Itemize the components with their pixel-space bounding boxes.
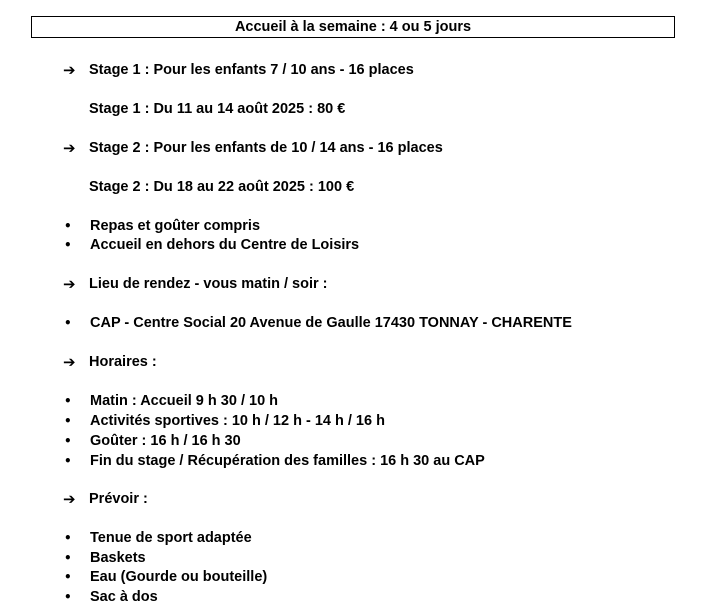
- list-item: [63, 451, 485, 471]
- bullet-icon: •: [64, 454, 72, 468]
- stage-2-audience-line: [63, 138, 443, 158]
- list-item: [63, 411, 385, 431]
- line-text: Matin : Accueil 9 h 30 / 10 h: [90, 393, 279, 409]
- list-item: [63, 431, 241, 451]
- bullet-icon: •: [64, 590, 72, 604]
- bullet-icon: •: [64, 414, 72, 428]
- stage-1-dates-line: [63, 99, 345, 119]
- arrow-icon: ➔: [63, 275, 76, 293]
- list-item: [63, 216, 260, 236]
- line-text: Eau (Gourde ou bouteille): [90, 569, 268, 585]
- arrow-icon: ➔: [63, 490, 76, 508]
- line-text: Horaires :: [89, 354, 157, 370]
- list-item: [63, 235, 359, 255]
- stage-2-dates-line: [63, 177, 354, 197]
- arrow-icon: ➔: [63, 139, 76, 157]
- arrow-icon: ➔: [63, 353, 76, 371]
- line-text: Stage 1 : Du 11 au 14 août 2025 : 80 €: [89, 101, 346, 117]
- bring-heading: [63, 489, 148, 509]
- line-text: Sac à dos: [90, 589, 158, 605]
- list-item: [63, 548, 146, 568]
- list-item: [63, 587, 158, 607]
- line-text: Repas et goûter compris: [90, 218, 261, 234]
- bullet-icon: •: [64, 219, 72, 233]
- bullet-icon: •: [64, 394, 72, 408]
- line-text: Tenue de sport adaptée: [90, 530, 252, 546]
- line-text: Stage 2 : Pour les enfants de 10 / 14 ans - 16 places: [89, 140, 443, 156]
- bullet-icon: •: [64, 531, 72, 545]
- line-text: Baskets: [90, 550, 146, 566]
- meeting-place-heading: [63, 274, 328, 294]
- bullet-icon: •: [64, 238, 72, 252]
- line-text: CAP - Centre Social 20 Avenue de Gaulle 17430 TONNAY - CHARENTE: [90, 315, 572, 331]
- line-text: Prévoir :: [89, 491, 148, 507]
- schedule-heading: [63, 352, 157, 372]
- list-item: [63, 567, 267, 587]
- line-text: Stage 1 : Pour les enfants 7 / 10 ans - 16 places: [89, 62, 414, 78]
- line-text: Fin du stage / Récupération des familles : 16 h 30 au CAP: [90, 453, 485, 469]
- line-text: Activités sportives : 10 h / 12 h - 14 h / 16 h: [90, 413, 385, 429]
- list-item: [63, 391, 278, 411]
- bullet-icon: •: [64, 570, 72, 584]
- stage-1-audience-line: [63, 60, 414, 80]
- line-text: Goûter : 16 h / 16 h 30: [90, 433, 241, 449]
- header-title: Accueil à la semaine : 4 ou 5 jours: [234, 19, 472, 35]
- header-box: [31, 16, 675, 38]
- line-text: Stage 2 : Du 18 au 22 août 2025 : 100 €: [89, 179, 355, 195]
- arrow-icon: ➔: [63, 61, 76, 79]
- bullet-icon: •: [64, 316, 72, 330]
- line-text: Lieu de rendez - vous matin / soir :: [89, 276, 328, 292]
- list-item: [63, 313, 572, 333]
- bullet-icon: •: [64, 551, 72, 565]
- bullet-icon: •: [64, 434, 72, 448]
- list-item: [63, 528, 252, 548]
- line-text: Accueil en dehors du Centre de Loisirs: [90, 237, 360, 253]
